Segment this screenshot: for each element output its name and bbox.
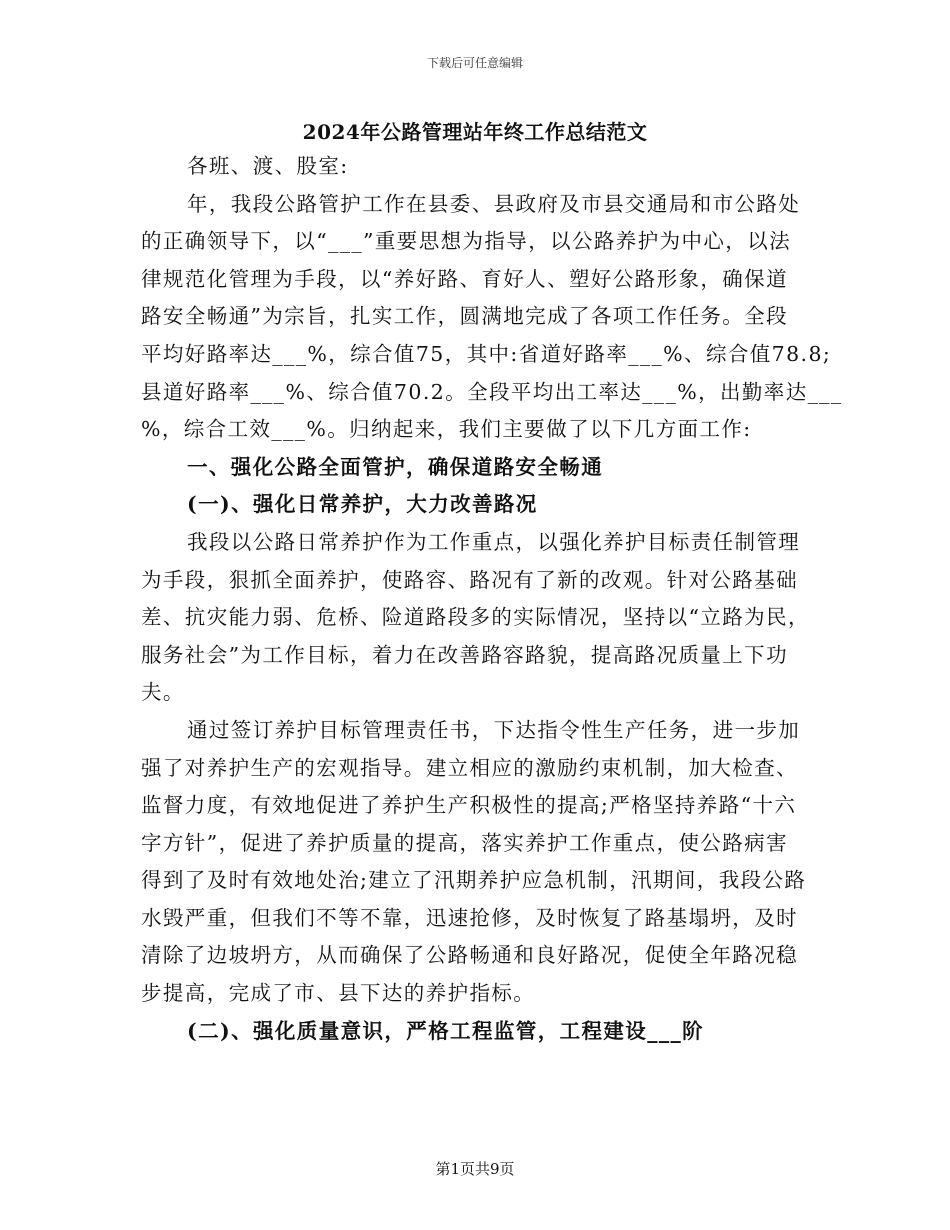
header-note: 下载后可任意编辑 [426,56,523,70]
document-title: 2024年公路管理站年终工作总结范文 [302,120,648,144]
paragraph-line: 强了对养护生产的宏观指导。建立相应的激励约束机制，加大检查、 [141,755,798,780]
paragraph-line: %，综合工效___%。归纳起来，我们主要做了以下几方面工作: [141,417,752,442]
page-number: 第1页共9页 [435,1160,515,1178]
paragraph-line: 字方针”，促进了养护质量的提高，落实养护工作重点，使公路病害 [141,830,788,855]
paragraph-line: 服务社会”为工作目标，着力在改善路容路貌，提高路况质量上下功 [141,642,788,667]
paragraph-line: 步提高，完成了市、县下达的养护指标。 [141,981,536,1006]
paragraph-line: 各班、渡、股室: [187,154,349,178]
paragraph-line: 清除了边坡坍方，从而确保了公路畅通和良好路况，促使全年路况稳 [141,943,798,968]
paragraph-line: 的正确领导下，以“___”重要思想为指导，以公路养护为中心，以法 [141,229,792,254]
paragraph-line: 差、抗灾能力弱、危桥、险道路段多的实际情况，坚持以“立路为民， [141,605,810,630]
section-heading: (一)、强化日常养护，大力改善路况 [187,492,538,517]
section-heading: (二)、强化质量意识，严格工程监管，工程建设___阶 [187,1018,705,1043]
paragraph-line: 夫。 [141,680,185,705]
paragraph-line: 监督力度，有效地促进了养护生产积极性的提高;严格坚持养路“十六 [141,793,797,818]
paragraph-line: 律规范化管理为手段，以“养好路、育好人、塑好公路形象，确保道 [141,266,788,291]
paragraph-line: 年，我段公路管护工作在县委、县政府及市县交通局和市公路处 [187,191,801,216]
paragraph-line: 得到了及时有效地处治;建立了汛期养护应急机制，汛期间，我段公路 [141,868,807,893]
paragraph-line: 县道好路率___%、综合值70.2。全段平均出工率达___%，出勤率达___ [141,379,843,404]
section-heading: 一、强化公路全面管护，确保道路安全畅通 [187,454,604,479]
paragraph-line: 路安全畅通”为宗旨，扎实工作，圆满地完成了各项工作任务。全段 [141,304,788,329]
paragraph-line: 为手段，狠抓全面养护，使路容、路况有了新的改观。针对公路基础 [141,567,798,592]
paragraph-line: 水毁严重，但我们不等不靠，迅速抢修，及时恢复了路基塌坍，及时 [141,905,798,930]
paragraph-line: 我段以公路日常养护作为工作重点，以强化养护目标责任制管理 [187,529,801,554]
document-body [141,148,843,1050]
paragraph-line: 平均好路率达___%，综合值75，其中:省道好路率___%、综合值78.8; [141,341,832,366]
paragraph-line: 通过签订养护目标管理责任书，下达指令性生产任务，进一步加 [187,717,801,742]
